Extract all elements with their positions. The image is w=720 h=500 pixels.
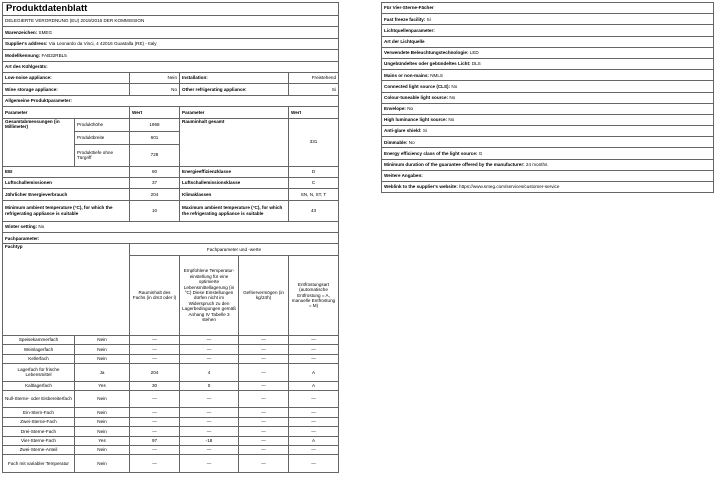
compartment-row [3,364,339,382]
compartment-defrost: — [289,408,339,417]
compartment-temperature: — [180,390,239,408]
light-source-table [381,2,714,193]
light-type-heading: Art der Lichtquelle [382,36,714,47]
compartment-name: Zwei-Sterne-Fach [3,417,75,426]
compartment-temperature: 4 [180,364,239,382]
compartment-volume: — [130,345,180,354]
light-params-heading: Lichtquellenparameter: [382,25,714,36]
light-energy-class-row: Energy efficiency class of the light source: G [382,148,714,159]
height-label: Produkthöhe [75,118,130,131]
winter-setting-value: No [38,224,45,230]
energy-class-label: Energieeffizienzklasse [180,166,289,177]
height-value: 1968 [130,118,180,131]
compartment-temperature: — [180,408,239,417]
high-luminance-row: High luminance light source: No [382,114,714,125]
compartment-row [3,345,339,354]
noise-class-label: Luftschallemissionsklasse [180,177,289,188]
compartment-present: Nein [75,427,130,436]
colour-tuneable-row: Colour-tuneable light source: No [382,92,714,103]
weblink-row: Weblink to the supplier's website: https://www.smeg.com/services/customer-service [382,182,714,193]
anti-glare-value: Si [422,128,427,134]
noise-label: Luftschallemissionen [3,177,130,188]
colour-tuneable-value: No [449,94,456,100]
compartment-freezing: — [239,417,289,426]
compartment-present: Nein [75,408,130,417]
compartment-freezing: — [239,408,289,417]
compartment-name: Fach mit variabler Temperatur [3,455,75,473]
compartment-name: Kaltlagerfach [3,381,75,390]
mains-row: Mains or non-mains: NMLS [382,70,714,81]
max-temp-value: 43 [289,200,339,221]
light-tech-row: Verwendete Beleuchtungstechnologie: LED [382,47,714,58]
compartment-row [3,417,339,426]
max-temp-label: Maximum ambient temperature (°C), for which the refrigerating appliance is suitable [180,200,289,221]
weblink-value[interactable]: https://www.smeg.com/services/customer-service [459,184,560,190]
compartment-present: Nein [75,417,130,426]
model-row: Modellkennung: FAB32RBL5 [3,50,339,61]
supplier-value: Via Leonardo da Vinci, 4 42016 Guastalla (RE) - Italy [48,41,157,47]
min-temp-value: 10 [130,200,180,221]
guarantee-value: 24 months [525,162,548,168]
compartment-volume: — [130,408,180,417]
compartment-volume: 30 [130,381,180,390]
compartment-row [3,354,339,363]
col-header-freezing: Gefriervermögen (in kg/24h) [239,255,289,335]
brand-row: Warenzeichen: SMEG [3,27,339,38]
compartment-defrost: — [289,335,339,344]
compartment-rows [3,335,339,472]
wine-storage-label: Wine storage appliance: [3,84,130,95]
compartment-defrost: — [289,427,339,436]
compartment-defrost: A [289,436,339,445]
compartment-defrost: — [289,455,339,473]
compartment-temperature: — [180,354,239,363]
guarantee-row: Minimum duration of the guarantee offered by the manufacturer: 24 months [382,159,714,170]
product-datasheet-table [2,2,339,473]
compartment-name: Null-Sterne- oder Eisbereiterfach [3,390,75,408]
installation-label: Installation: [180,72,289,83]
compartment-volume: — [130,445,180,454]
light-tech-value: LED [469,50,479,56]
compartment-volume: 204 [130,364,180,382]
noise-class-value: C [289,177,339,188]
compartment-temperature: — [180,427,239,436]
compartment-name: Ein-Stern-Fach [3,408,75,417]
fast-freeze-row: Fast freeze facility: Si [382,14,714,25]
compartment-freezing: — [239,335,289,344]
winter-setting-row: Winter setting: No [3,221,339,232]
compartment-name: Weinlagerfach [3,345,75,354]
eei-value: 80 [130,166,180,177]
compartment-name: Lagerfach für frische Lebensmittel [3,364,75,382]
compartment-name: Speisekammerfach [3,335,75,344]
total-volume-label: Rauminhalt gesamt [180,118,289,166]
dimmable-row: Dimmable: No [382,137,714,148]
col-header-defrost: Entfrostungsart (automatische Entfrostung = A, manuelle Entfrostung = M) [289,255,339,335]
compartment-params-heading: Fachparameter: [3,233,339,244]
annual-energy-value: 204 [130,189,180,200]
undirected-light-row: Ungebündeltes oder gebündeltes Licht: DLS [382,58,714,69]
total-volume-value: 331 [289,118,339,166]
page-title: Produktdatenblatt [3,3,339,16]
low-noise-label: Low-noise appliance: [3,72,130,83]
other-appliance-value: Si [289,84,339,95]
compartment-present: Yes [75,436,130,445]
compartment-row [3,455,339,473]
compartment-freezing: — [239,364,289,382]
compartment-present: Nein [75,354,130,363]
col-header-temperature: Empfohlene Temperatur-einstellung für eine optimierte Lebensmittellagerung (in °C) Diese Einstellungen dürfen nicht im Widerspruch zu den Lagerbedingungen gemäß Anhang IV Tabelle 3 stehen [180,255,239,335]
model-value: FAB32RBL5 [41,52,67,58]
compartment-temperature: — [180,335,239,344]
compartment-temperature: — [180,455,239,473]
anti-glare-row: Anti-glare shield: Si [382,126,714,137]
annual-energy-label: Jährlicher Energieverbrauch [3,189,130,200]
compartment-freezing: — [239,354,289,363]
compartment-freezing: — [239,427,289,436]
compartment-values-header: Fachparameter und -werte [130,244,339,255]
noise-value: 37 [130,177,180,188]
compartment-defrost: A [289,381,339,390]
eei-label: EEI [3,166,130,177]
depth-label: Produkttiefe ohne Türgriff [75,144,130,166]
dimmable-value: No [408,139,415,145]
cls-row: Connected light source (CLS): No [382,81,714,92]
climate-class-value: SN, N, ST, T [289,189,339,200]
compartment-temperature: -18 [180,436,239,445]
mains-value: NMLS [430,72,443,78]
col-header-value-1: Wert [130,107,180,118]
high-luminance-value: No [448,117,455,123]
compartment-defrost: — [289,417,339,426]
compartment-freezing: — [239,436,289,445]
compartment-defrost: — [289,354,339,363]
supplier-row: Supplier's address: Via Leonardo da Vinci, 4 42016 Guastalla (RE) - Italy [3,38,339,49]
col-header-volume: Rauminhalt des Fachs (in dm3 oder l) [130,255,180,335]
compartment-present: Nein [75,345,130,354]
compartment-name: Vier-Sterne-Fach [3,436,75,445]
compartment-volume: — [130,354,180,363]
compartment-present: Yes [75,381,130,390]
compartment-volume: — [130,417,180,426]
compartment-name: Drei-Sterne-Fach [3,427,75,436]
appliance-type-heading: Art des Kühlgeräts: [3,61,339,72]
compartment-freezing: — [239,455,289,473]
compartment-name: Kellerfach [3,354,75,363]
compartment-row [3,427,339,436]
compartment-name: Zwei-Sterne-Anteil [3,445,75,454]
compartment-volume: — [130,455,180,473]
compartment-volume: 97 [130,436,180,445]
compartment-row [3,408,339,417]
envelope-value: No [407,106,414,112]
compartment-row [3,381,339,390]
compartment-volume: — [130,427,180,436]
installation-value: Freistehend [289,72,339,83]
climate-class-label: Klimaklassen [180,189,289,200]
fast-freeze-value: Si [426,16,431,22]
depth-value: 728 [130,144,180,166]
col-header-param-2: Parameter [180,107,289,118]
compartment-present: Nein [75,335,130,344]
energy-class-value: D [289,166,339,177]
compartment-volume: — [130,335,180,344]
compartment-present: Ja [75,364,130,382]
min-temp-label: Minimum ambient temperature (°C), for which the refrigerating appliance is suitable [3,200,130,221]
width-label: Produktbreite [75,131,130,144]
compartment-row [3,390,339,408]
compartment-present: Nein [75,445,130,454]
regulation-subtitle: DELEGIERTE VERORDNUNG (EU) 2019/2016 DER KOMMISSION [3,16,339,27]
compartment-volume: — [130,390,180,408]
dimensions-label: Gesamtabmessungen (in Millimeter) [3,118,75,166]
compartment-freezing: — [239,445,289,454]
compartment-defrost: — [289,345,339,354]
compartment-temperature: — [180,345,239,354]
compartment-freezing: — [239,381,289,390]
col-header-value-2: Wert [289,107,339,118]
compartment-temperature: 0 [180,381,239,390]
compartment-row [3,445,339,454]
compartment-defrost: — [289,390,339,408]
undirected-light-value: DLS [471,61,481,67]
compartment-row [3,436,339,445]
compartment-freezing: — [239,390,289,408]
compartment-present: Nein [75,455,130,473]
compartment-row [3,335,339,344]
light-energy-class-value: G [478,150,483,156]
compartment-type-header: Fachtyp [3,244,130,335]
wine-storage-value: No [130,84,180,95]
cls-value: No [451,83,458,89]
more-info-heading: Weitere Angaben: [382,170,714,181]
compartment-present: Nein [75,390,130,408]
low-noise-value: Nein [130,72,180,83]
col-header-param-1: Parameter [3,107,130,118]
envelope-row: Envelope: No [382,103,714,114]
other-appliance-label: Other refrigerating appliance: [180,84,289,95]
width-value: 601 [130,131,180,144]
compartment-defrost: — [289,445,339,454]
compartment-defrost: A [289,364,339,382]
compartment-freezing: — [239,345,289,354]
compartment-temperature: — [180,445,239,454]
general-params-heading: Allgemeine Produktparameter: [3,95,339,106]
brand-value: SMEG [38,29,53,35]
four-star-heading: Für Vier-Sterne-Fächer [382,3,714,14]
compartment-temperature: — [180,417,239,426]
